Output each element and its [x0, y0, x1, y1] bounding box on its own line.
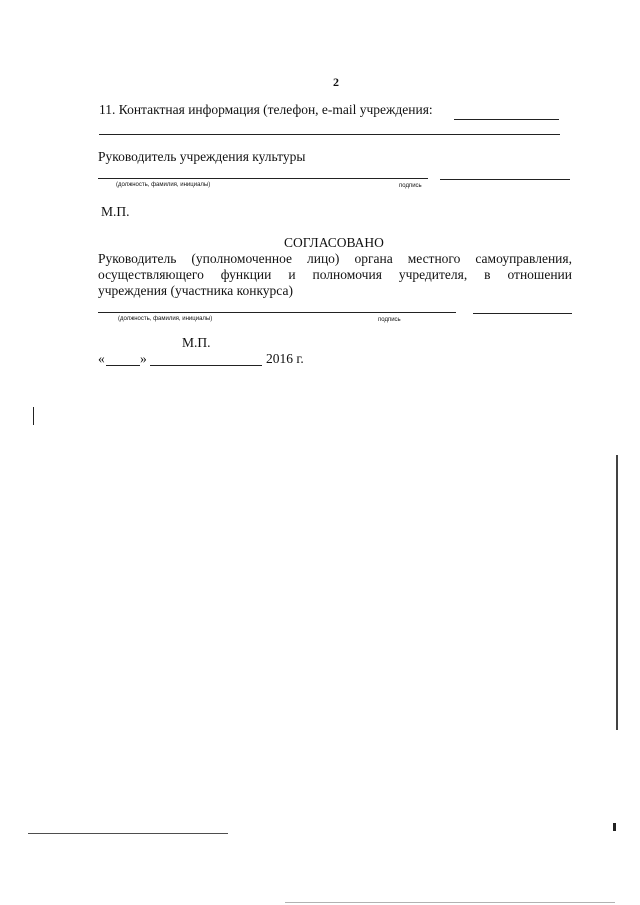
scan-edge-right-tick	[613, 823, 616, 831]
director-signature-line	[440, 179, 570, 180]
approver-name-line	[98, 312, 456, 313]
approver-signature-caption: подпись	[378, 317, 401, 323]
date-close-quote: »	[140, 351, 147, 366]
stamp-placeholder-2: М.П.	[182, 335, 211, 350]
approval-text-line-2: осуществляющего функции и полномочия учредителя, в отношении	[98, 267, 572, 282]
scan-bottom-edge	[285, 902, 615, 903]
date-month-line	[150, 365, 262, 366]
scan-edge-right	[616, 455, 618, 730]
approval-text-line-3: учреждения (участника конкурса)	[98, 283, 293, 298]
contact-info-label: 11. Контактная информация (телефон, e-mail учреждения:	[99, 102, 433, 117]
stamp-placeholder-1: М.П.	[101, 204, 130, 219]
contact-info-continuation-line	[99, 134, 560, 135]
contact-info-field-line	[454, 119, 559, 120]
director-name-line	[98, 178, 428, 179]
approver-name-caption: (должность, фамилия, инициалы)	[118, 316, 213, 322]
date-year: 2016 г.	[266, 351, 304, 366]
date-day-line	[106, 365, 140, 366]
director-signature-caption: подпись	[399, 183, 422, 189]
scan-mark-left	[33, 407, 34, 425]
director-name-caption: (должность, фамилия, инициалы)	[116, 182, 211, 188]
date-open-quote: «	[98, 351, 105, 366]
approval-heading: СОГЛАСОВАНО	[284, 235, 384, 250]
approval-text-line-1: Руководитель (уполномоченное лицо) органа местного самоуправления,	[98, 251, 572, 266]
page-number: 2	[333, 75, 339, 89]
scan-bottom-line	[28, 833, 228, 834]
director-title: Руководитель учреждения культуры	[98, 149, 306, 164]
approver-signature-line	[473, 313, 572, 314]
